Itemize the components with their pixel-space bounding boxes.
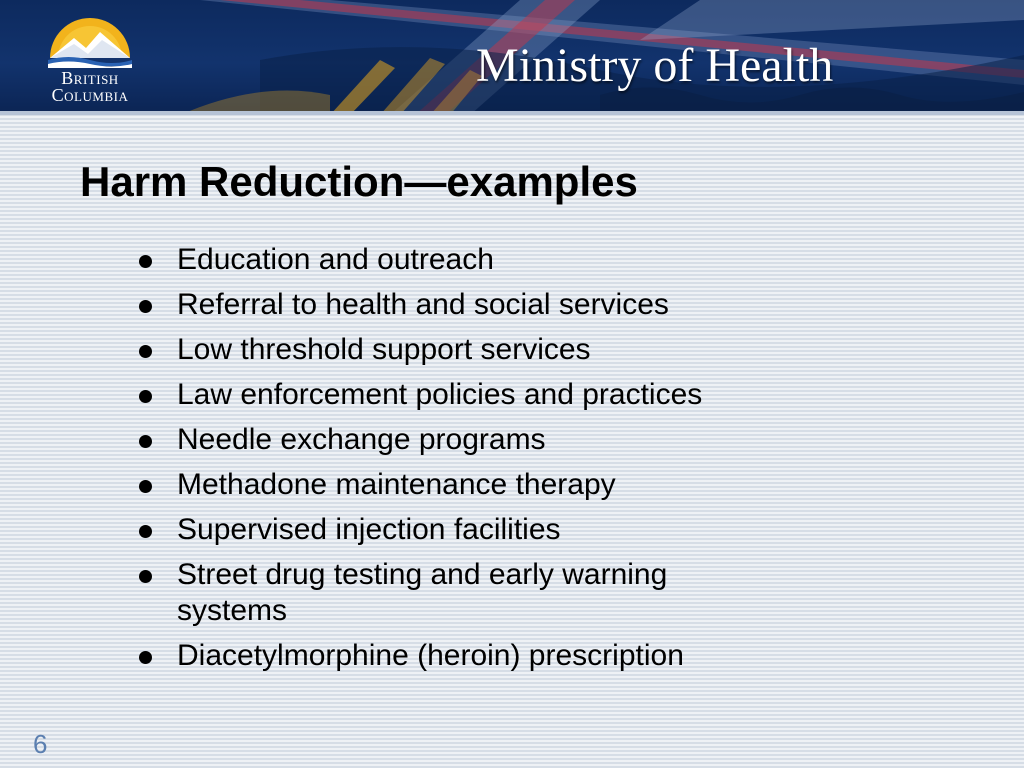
bullet-dot-icon [139, 390, 152, 403]
list-item: Referral to health and social services [137, 287, 837, 323]
logo-line-columbia: Columbia [51, 85, 129, 105]
page-number: 6 [33, 729, 48, 759]
list-item: Needle exchange programs [137, 422, 837, 458]
list-item: Supervised injection facilities [137, 512, 837, 548]
bc-logo [30, 8, 150, 108]
bullet-dot-icon [139, 255, 152, 268]
list-item: Education and outreach [137, 242, 837, 278]
bullet-dot-icon [139, 570, 152, 583]
bullet-dot-icon [139, 525, 152, 538]
bullet-dot-icon [139, 345, 152, 358]
bullet-dot-icon [139, 300, 152, 313]
list-item: Law enforcement policies and practices [137, 377, 837, 413]
slide-header-banner [0, 0, 1024, 115]
ministry-title: Ministry of Health [476, 39, 834, 92]
slide-title: Harm Reduction—examples [80, 158, 638, 205]
list-item: Diacetylmorphine (heroin) prescription [137, 638, 837, 674]
logo-line-british: British [61, 68, 119, 88]
list-item: Methadone maintenance therapy [137, 467, 837, 503]
bullet-dot-icon [139, 480, 152, 493]
bullet-dot-icon [139, 651, 152, 664]
bullet-dot-icon [139, 435, 152, 448]
header-divider [0, 111, 1024, 115]
bc-logo-wordmark [30, 70, 150, 104]
bc-sun-mountain-icon [44, 8, 136, 68]
list-item: Street drug testing and early warning systems [137, 557, 837, 629]
list-item: Low threshold support services [137, 332, 837, 368]
bullet-list [137, 242, 837, 683]
